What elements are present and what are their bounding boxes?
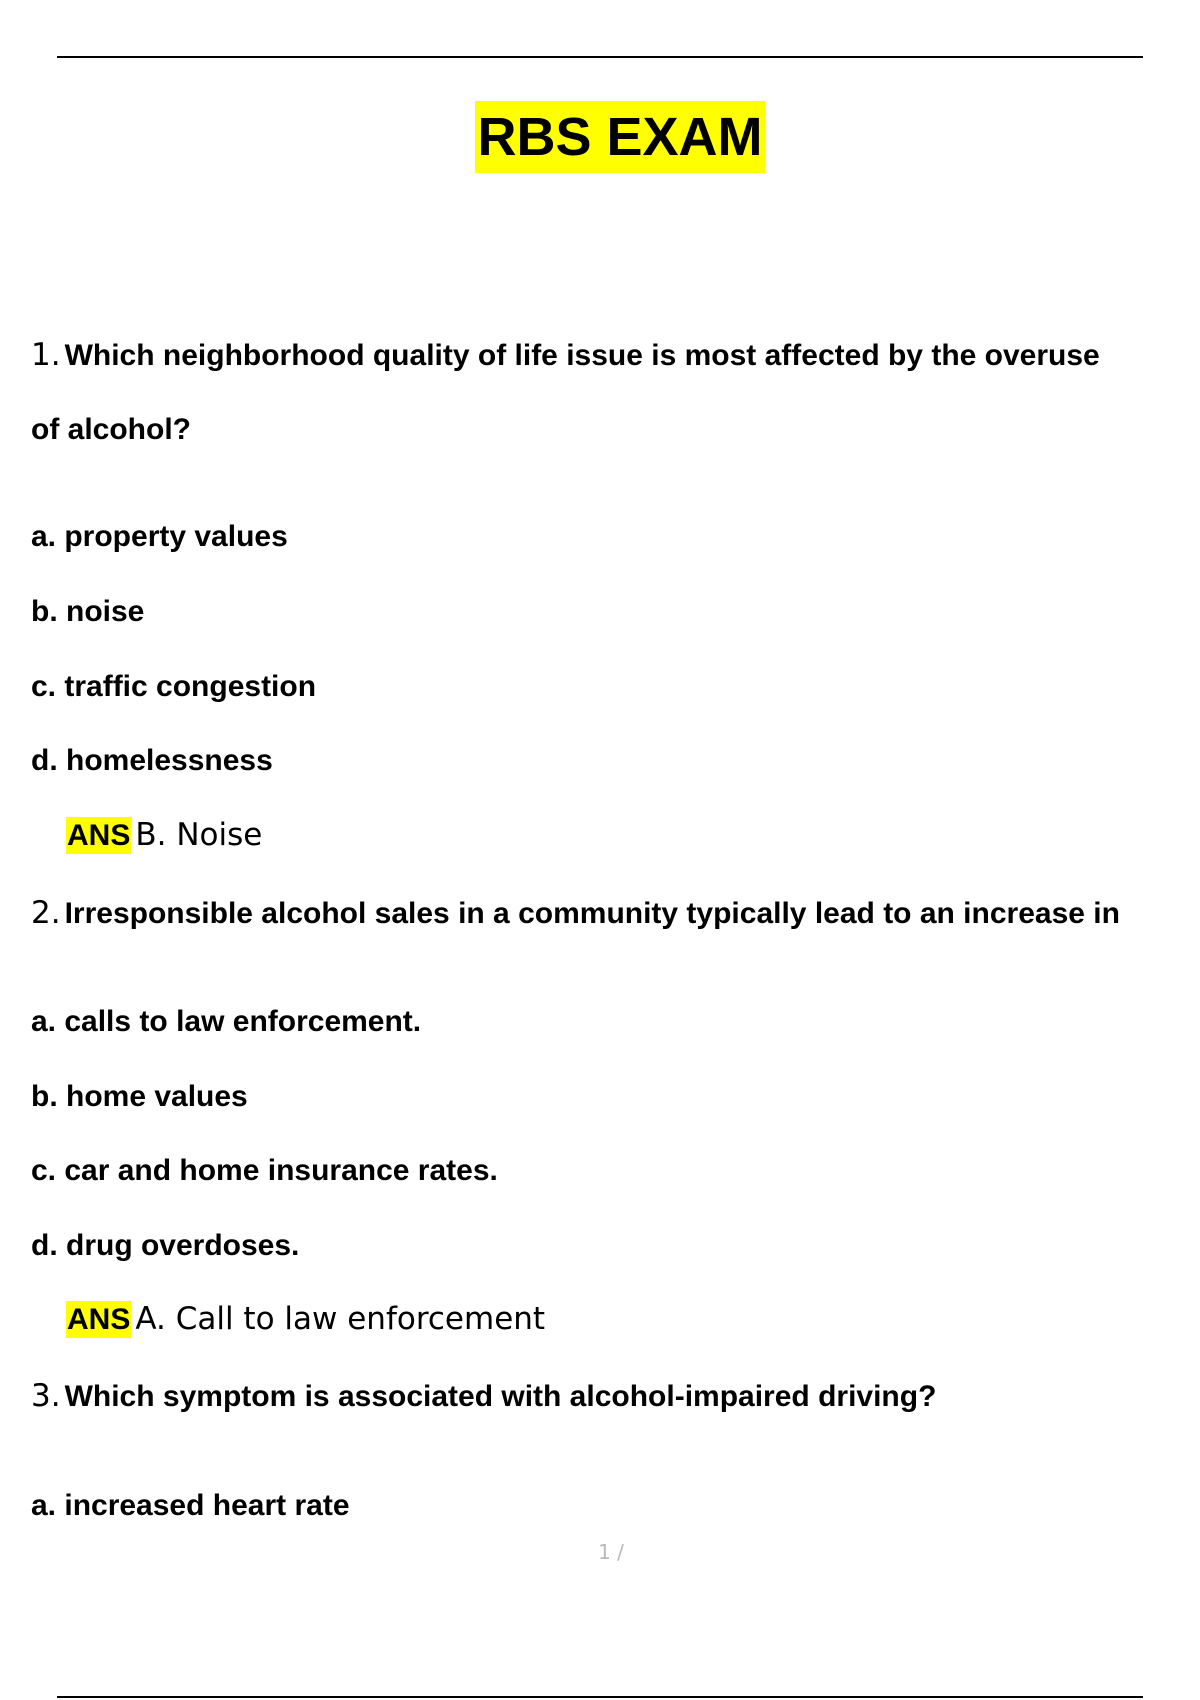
question-3-option-a: a. increased heart rate bbox=[31, 1489, 350, 1522]
question-1-answer bbox=[66, 819, 262, 852]
document-title bbox=[0, 107, 1200, 167]
answer-text: A. Call to law enforcement bbox=[135, 1301, 546, 1337]
document-title-text: RBS EXAM bbox=[475, 101, 764, 173]
question-1 bbox=[31, 337, 1100, 373]
question-3-text: Which symptom is associated with alcohol-impaired driving? bbox=[64, 1380, 937, 1413]
question-1-option-d: d. homelessness bbox=[31, 744, 273, 777]
question-2-option-d: d. drug overdoses. bbox=[31, 1229, 300, 1262]
question-3 bbox=[31, 1378, 937, 1414]
question-2-option-a: a. calls to law enforcement. bbox=[31, 1005, 422, 1038]
question-2-option-b: b. home values bbox=[31, 1080, 248, 1113]
page-number: 1 / bbox=[598, 1540, 624, 1564]
question-1-option-b: b. noise bbox=[31, 595, 145, 628]
question-2-number: 2. bbox=[31, 895, 61, 931]
top-rule bbox=[57, 56, 1143, 58]
question-2-answer bbox=[66, 1303, 545, 1336]
question-1-option-a: a. property values bbox=[31, 520, 288, 553]
question-1-option-c: c. traffic congestion bbox=[31, 670, 317, 703]
bottom-rule bbox=[57, 1696, 1143, 1698]
answer-tag: ANS bbox=[67, 1303, 131, 1336]
answer-tag: ANS bbox=[67, 819, 131, 852]
question-2 bbox=[31, 895, 1120, 931]
question-1-number: 1. bbox=[31, 337, 61, 373]
question-2-text: Irresponsible alcohol sales in a community typically lead to an increase in bbox=[64, 897, 1120, 930]
question-2-option-c: c. car and home insurance rates. bbox=[31, 1154, 498, 1187]
question-1-text-continued: of alcohol? bbox=[31, 413, 191, 446]
question-3-number: 3. bbox=[31, 1378, 61, 1414]
question-1-text: Which neighborhood quality of life issue is most affected by the overuse bbox=[64, 339, 1100, 372]
answer-text: B. Noise bbox=[135, 817, 263, 853]
